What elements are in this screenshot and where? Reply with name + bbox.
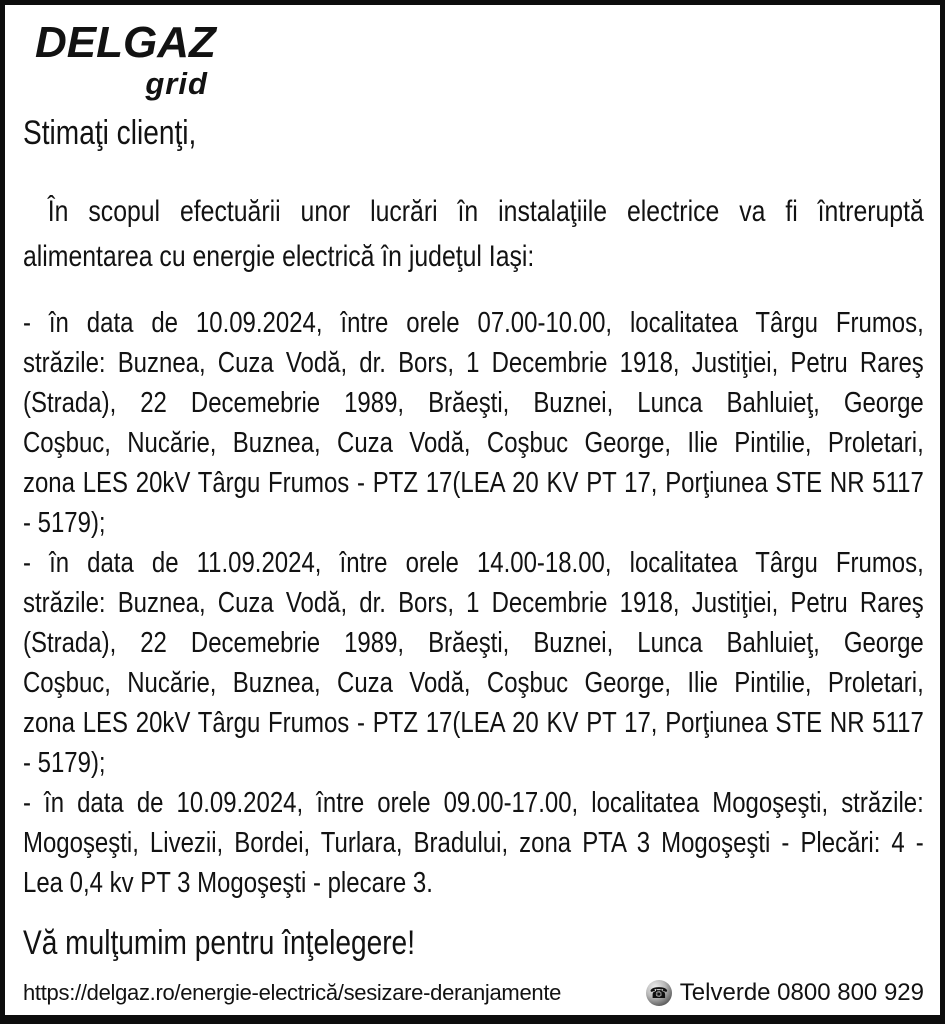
outage-line: Lea 0,4 kv PT 3 Mogoşeşti - plecare 3.	[23, 867, 433, 899]
grid-wordmark: grid	[145, 66, 208, 101]
footer-bar	[23, 976, 924, 1010]
outage-item	[23, 783, 924, 903]
outage-line: (Strada), 22 Decemebrie 1989, Brăeşti, Buznei, Lunca Bahluieţ, George	[23, 627, 924, 659]
salutation-text: Stimaţi clienţi,	[23, 114, 197, 152]
outage-item	[23, 303, 924, 543]
notice-body	[23, 111, 924, 965]
outage-line: zona LES 20kV Târgu Frumos - PTZ 17(LEA 20 KV PT 17, Porţiunea STE NR 5117	[23, 467, 924, 499]
closing-text: Vă mulţumim pentru înţelegere!	[23, 924, 415, 962]
intro-line: În scopul efectuării unor lucrări în instalaţiile electrice va fi întreruptă	[47, 195, 924, 228]
outage-line: Coşbuc, Nucărie, Buznea, Cuza Vodă, Coşbuc George, Ilie Pintilie, Proletari,	[23, 667, 924, 699]
outage-line: Mogoşeşti, Livezii, Bordei, Turlara, Bradului, zona PTA 3 Mogoşeşti - Plecări: 4 -	[23, 827, 924, 859]
outage-list	[23, 303, 924, 903]
delgaz-logo	[35, 18, 216, 101]
outage-line: - 5179);	[23, 747, 106, 779]
intro-line: alimentarea cu energie electrică în judeţul Iaşi:	[23, 240, 535, 273]
delgaz-wordmark: DELGAZ	[35, 18, 216, 67]
telverde-contact	[646, 979, 924, 1007]
outage-line: - în data de 10.09.2024, între orele 07.00-10.00, localitatea Târgu Frumos,	[23, 307, 924, 339]
intro-paragraph	[23, 189, 924, 279]
telverde-number: Telverde 0800 800 929	[679, 979, 924, 1006]
telephone-icon: ☎	[646, 980, 672, 1006]
outage-line: - 5179);	[23, 507, 106, 539]
outage-line: Coşbuc, Nucărie, Buznea, Cuza Vodă, Coşbuc George, Ilie Pintilie, Proletari,	[23, 427, 924, 459]
outage-line: - în data de 10.09.2024, între orele 09.00-17.00, localitatea Mogoşeşti, străzile:	[23, 787, 924, 819]
outage-line: - în data de 11.09.2024, între orele 14.00-18.00, localitatea Târgu Frumos,	[23, 547, 924, 579]
outage-line: zona LES 20kV Târgu Frumos - PTZ 17(LEA 20 KV PT 17, Porţiunea STE NR 5117	[23, 707, 924, 739]
outage-line: străzile: Buznea, Cuza Vodă, dr. Bors, 1 Decembrie 1918, Justiţiei, Petru Rareş	[23, 587, 924, 619]
website-url: https://delgaz.ro/energie-electrică/sesizare-deranjamente	[23, 980, 562, 1005]
outage-item	[23, 543, 924, 783]
outage-line: (Strada), 22 Decemebrie 1989, Brăeşti, Buznei, Lunca Bahluieţ, George	[23, 387, 924, 419]
outage-line: străzile: Buznea, Cuza Vodă, dr. Bors, 1 Decembrie 1918, Justiţiei, Petru Rareş	[23, 347, 924, 379]
